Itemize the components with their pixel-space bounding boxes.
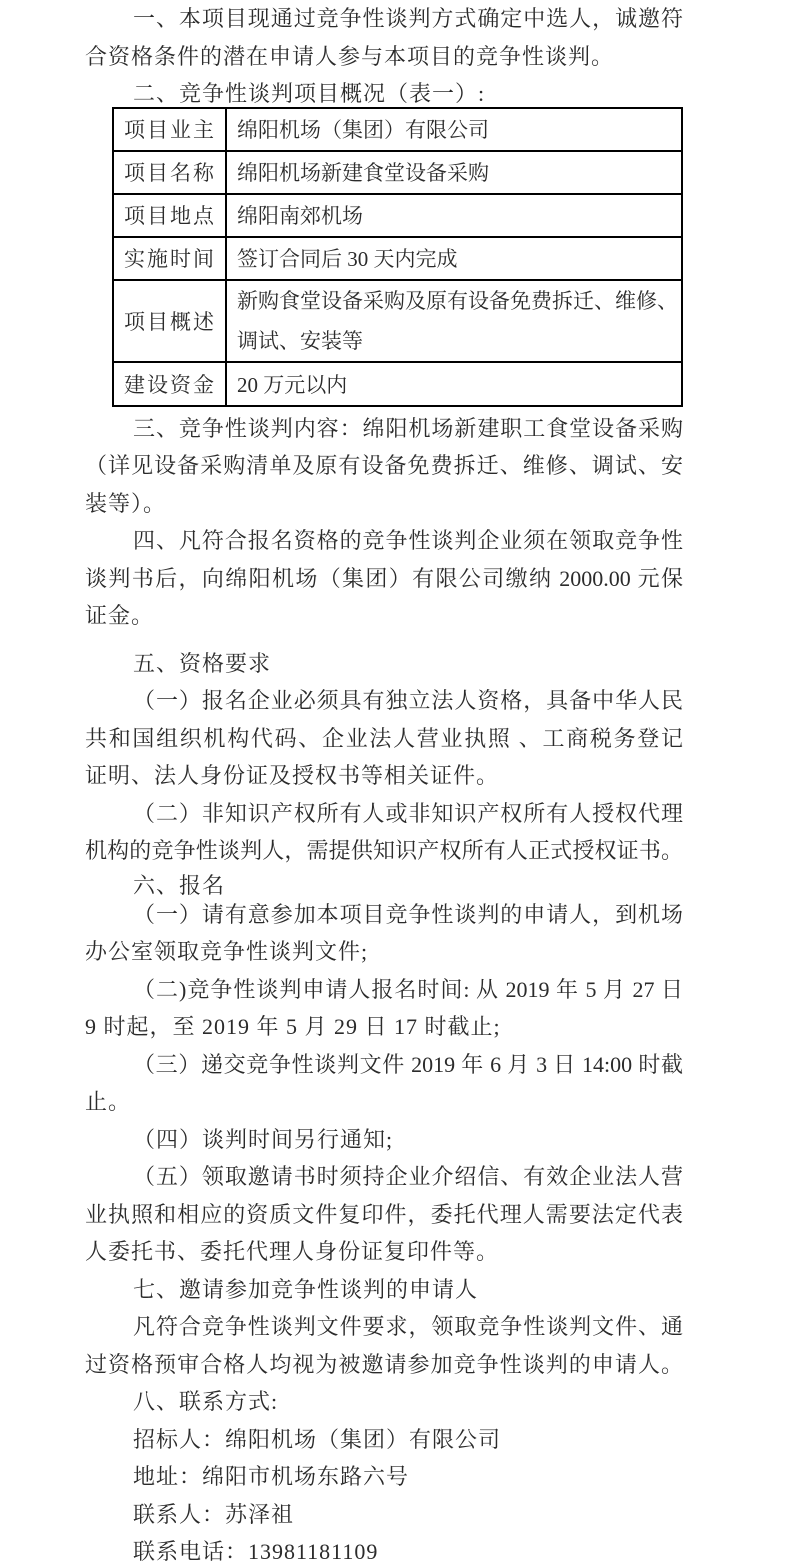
section-5-heading: 五、资格要求 <box>133 650 272 676</box>
row-label-cell: 项目概述 <box>113 280 226 362</box>
section-7-heading: 七、邀请参加竞争性谈判的申请人 <box>133 1276 479 1302</box>
project-overview-table <box>112 107 683 407</box>
section-6-item-2-line-2: 9 时起，至 2019 年 5 月 29 日 17 时截止; <box>85 1014 501 1039</box>
section-8-heading: 八、联系方式: <box>133 1389 279 1414</box>
section-3-line-3: 装等）。 <box>85 490 167 516</box>
section-2-heading: 二、竞争性谈判项目概况（表一）: <box>133 81 486 106</box>
section-4-line-1: 四、凡符合报名资格的竞争性谈判企业须在领取竞争性 <box>133 528 683 553</box>
row-value-cell: 20 万元以内 <box>226 362 682 406</box>
row-label-cell: 建设资金 <box>113 362 226 406</box>
section-5-item-1-line-3: 证明、法人身份证及授权书等相关证件。 <box>85 763 500 788</box>
table-row-implementation-time <box>113 237 682 280</box>
contact-bidder-line: 招标人：绵阳机场（集团）有限公司 <box>133 1426 502 1452</box>
table-row-project-owner <box>113 108 682 151</box>
section-4-line-2: 谈判书后，向绵阳机场（集团）有限公司缴纳 2000.00 元保 <box>85 565 683 591</box>
section-6-heading: 六、报名 <box>133 872 226 898</box>
row-label-cell: 项目名称 <box>113 151 226 194</box>
section-6-item-1-line-1: （一）请有意参加本项目竞争性谈判的申请人，到机场 <box>133 901 683 927</box>
section-7-body-line-2: 过资格预审合格人均视为被邀请参加竞争性谈判的申请人。 <box>85 1351 683 1377</box>
section-6-item-2-line-1: （二)竞争性谈判申请人报名时间: 从 2019 年 5 月 27 日 <box>133 976 683 1002</box>
table-row-project-summary <box>113 280 682 362</box>
para-invitation-line-2: 合资格条件的潜在申请人参与本项目的竞争性谈判。 <box>85 43 615 69</box>
section-5-item-1-line-2: 共和国组织机构代码、企业法人营业执照 、工商税务登记 <box>85 725 683 751</box>
section-5-item-2-line-2: 机构的竞争性谈判人，需提供知识产权所有人正式授权证书。 <box>85 838 683 863</box>
section-5-item-1-line-1: （一）报名企业必须具有独立法人资格，具备中华人民 <box>133 688 683 713</box>
section-3-line-2: （详见设备采购清单及原有设备免费拆迁、维修、调试、安 <box>85 453 683 478</box>
summary-line-1: 新购食堂设备采购及原有设备免费拆迁、维修、 <box>237 288 678 313</box>
section-7-body-line-1: 凡符合竞争性谈判文件要求，领取竞争性谈判文件、通 <box>133 1314 683 1339</box>
row-value-cell: 绵阳南郊机场 <box>226 194 682 237</box>
row-value-cell <box>226 280 682 362</box>
row-value-cell: 绵阳机场（集团）有限公司 <box>226 108 682 151</box>
section-6-item-5-line-2: 业执照和相应的资质文件复印件，委托代理人需要法定代表 <box>85 1201 683 1227</box>
section-6-item-5-line-1: （五）领取邀请书时须持企业介绍信、有效企业法人营 <box>133 1164 683 1189</box>
section-5-item-2-line-1: （二）非知识产权所有人或非知识产权所有人授权代理 <box>133 800 683 826</box>
section-6-item-1-line-2: 办公室领取竞争性谈判文件; <box>85 939 369 964</box>
section-3-line-1: 三、竞争性谈判内容：绵阳机场新建职工食堂设备采购 <box>133 415 683 441</box>
contact-phone-line: 联系电话：13981181109 <box>133 1539 379 1564</box>
row-value-cell: 签订合同后 30 天内完成 <box>226 237 682 280</box>
section-6-item-3-line-1: （三）递交竞争性谈判文件 2019 年 6 月 3 日 14:00 时截 <box>133 1051 683 1077</box>
row-label-cell: 项目地点 <box>113 194 226 237</box>
row-label-cell: 实施时间 <box>113 237 226 280</box>
para-invitation-line-1: 一、本项目现通过竞争性谈判方式确定中选人，诚邀符 <box>133 6 683 31</box>
summary-line-2: 调试、安装等 <box>237 328 363 353</box>
section-6-item-3-line-2: 止。 <box>85 1089 132 1114</box>
table-row-project-name <box>113 151 682 194</box>
section-6-item-5-line-3: 人委托书、委托代理人身份证复印件等。 <box>85 1239 500 1264</box>
section-4-line-3: 证金。 <box>85 603 155 628</box>
contact-address-line: 地址：绵阳市机场东路六号 <box>133 1464 410 1489</box>
section-6-item-4-line-1: （四）谈判时间另行通知; <box>133 1126 394 1152</box>
row-label-cell: 项目业主 <box>113 108 226 151</box>
contact-person-line: 联系人：苏泽祖 <box>133 1501 295 1527</box>
row-value-cell: 绵阳机场新建食堂设备采购 <box>226 151 682 194</box>
table-row-construction-fund <box>113 362 682 406</box>
table-row-project-location <box>113 194 682 237</box>
